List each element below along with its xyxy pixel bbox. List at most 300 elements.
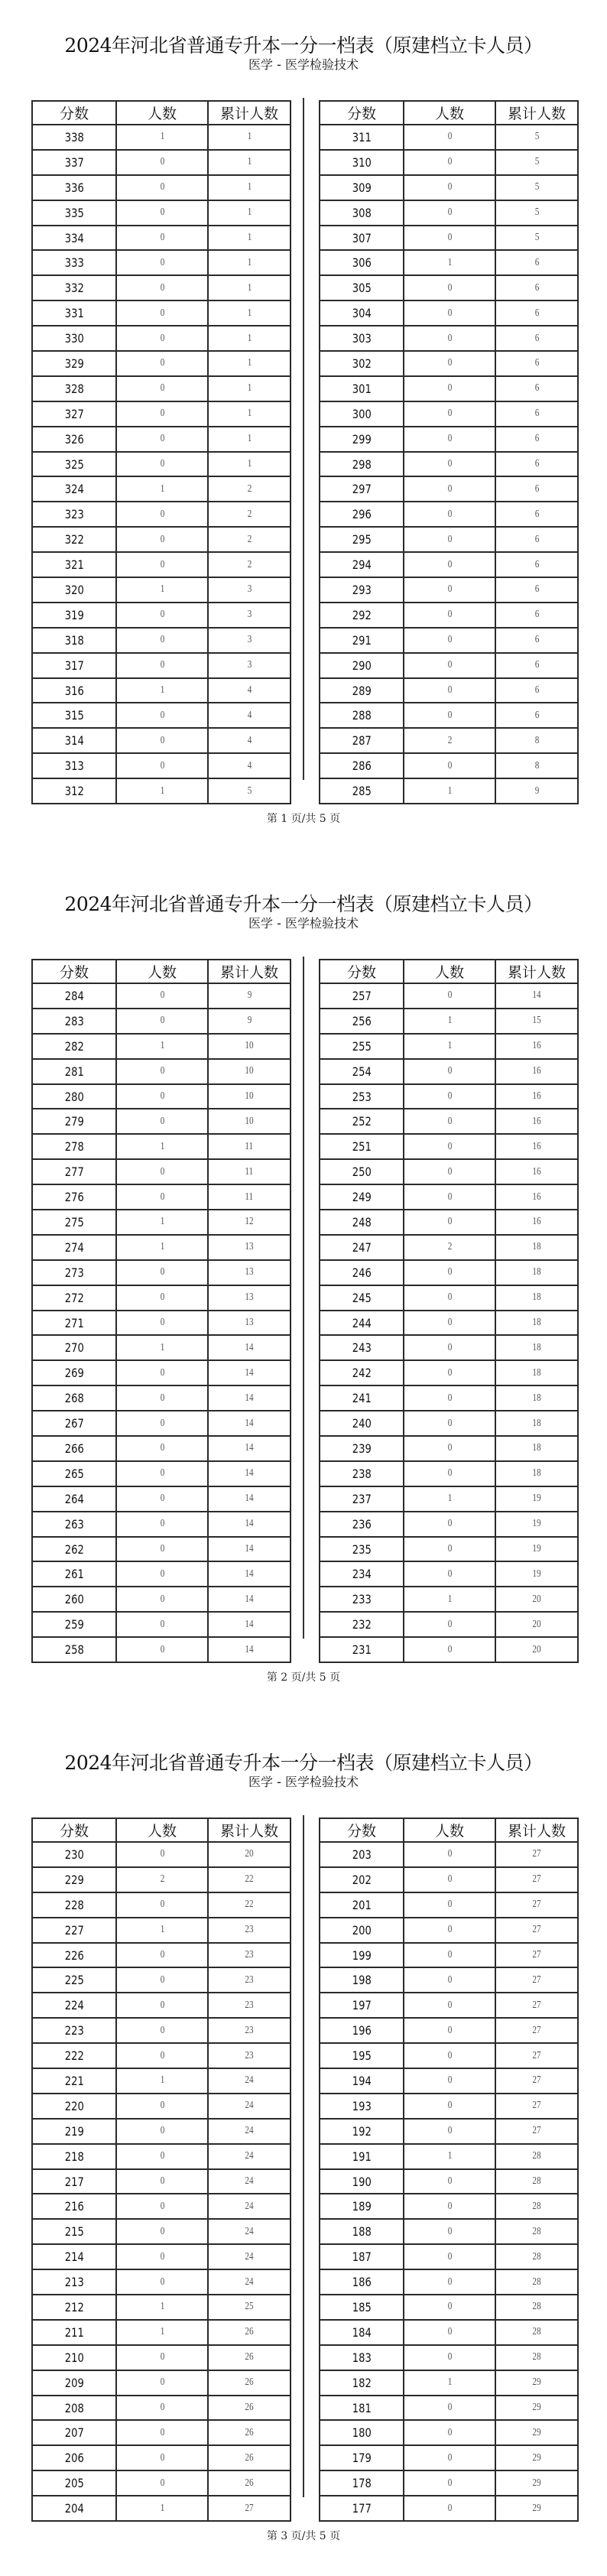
- cell-cumulative: [208, 703, 291, 728]
- cell-score: [32, 300, 116, 326]
- cell-score: [320, 1943, 404, 1968]
- cumulative-value: 28: [532, 2225, 541, 2237]
- score-value: 273: [64, 1265, 84, 1280]
- score-value: 306: [352, 255, 372, 271]
- score-value: 263: [64, 1516, 84, 1532]
- table-row: [32, 1637, 291, 1662]
- table-row: [320, 1360, 578, 1385]
- cell-score: [32, 1892, 116, 1918]
- cell-score: [320, 401, 404, 427]
- cell-count: [116, 2370, 208, 2396]
- cumulative-value: 6: [534, 659, 539, 671]
- cumulative-value: 24: [245, 2276, 254, 2288]
- cumulative-value: 14: [245, 1442, 254, 1454]
- cumulative-value: 26: [245, 2326, 254, 2338]
- page-number-footer: 第 3 页/共 5 页: [266, 2530, 341, 2542]
- count-value: 0: [160, 2175, 164, 2188]
- count-value: 0: [447, 2477, 452, 2489]
- cumulative-value: 29: [532, 2451, 541, 2464]
- cell-cumulative: [208, 778, 291, 804]
- cell-score: [32, 1260, 116, 1285]
- cell-count: [404, 1842, 495, 1867]
- count-value: 0: [447, 684, 452, 697]
- cell-count: [404, 603, 495, 628]
- count-value: 0: [447, 989, 452, 1002]
- cell-score: [320, 2320, 404, 2345]
- table-row: [32, 1059, 291, 1084]
- table-row: [320, 1134, 578, 1159]
- cell-score: [32, 2119, 116, 2144]
- table-row: [320, 1587, 578, 1612]
- cell-score: [320, 1993, 404, 2018]
- cumulative-value: 24: [245, 2250, 254, 2263]
- cumulative-value: 5: [534, 131, 539, 143]
- table-row: [320, 2295, 578, 2320]
- cell-cumulative: [495, 653, 578, 678]
- score-value: 213: [64, 2275, 84, 2290]
- table-row: [32, 2068, 291, 2094]
- cell-cumulative: [495, 2169, 578, 2194]
- cell-cumulative: [495, 1993, 578, 2018]
- cell-count: [404, 753, 495, 778]
- cell-cumulative: [208, 376, 291, 401]
- cell-score: [320, 1637, 404, 1662]
- cell-score: [32, 1285, 116, 1311]
- cell-score: [320, 2269, 404, 2295]
- score-value: 265: [64, 1466, 84, 1481]
- score-value: 285: [352, 784, 372, 799]
- table-row: [32, 1084, 291, 1109]
- cell-score: [320, 1109, 404, 1134]
- column-header-cumulative: 累计人数: [495, 101, 578, 125]
- cumulative-value: 29: [532, 2402, 541, 2414]
- cell-score: [32, 1360, 116, 1385]
- cell-cumulative: [208, 1311, 291, 1336]
- cell-count: [116, 1235, 208, 1260]
- count-value: 0: [447, 232, 452, 243]
- score-value: 231: [352, 1642, 372, 1658]
- table-row: [32, 175, 291, 200]
- count-value: 0: [447, 1140, 452, 1152]
- table-row: [320, 1637, 578, 1662]
- cumulative-value: 16: [532, 1216, 541, 1228]
- count-value: 0: [447, 1065, 452, 1077]
- cumulative-value: 24: [245, 2200, 254, 2212]
- cumulative-value: 6: [534, 558, 539, 570]
- cell-count: [404, 351, 495, 376]
- score-value: 235: [352, 1541, 372, 1557]
- cell-count: [404, 1184, 495, 1210]
- cell-score: [320, 300, 404, 326]
- cell-count: [404, 125, 495, 150]
- score-value: 259: [64, 1617, 84, 1632]
- cell-score: [32, 2068, 116, 2094]
- count-value: 0: [447, 131, 452, 143]
- score-value: 241: [352, 1391, 372, 1406]
- score-value: 279: [64, 1114, 84, 1129]
- score-value: 253: [352, 1089, 372, 1104]
- cumulative-value: 1: [247, 181, 252, 193]
- cell-score: [32, 983, 116, 1009]
- score-value: 181: [352, 2400, 372, 2415]
- cell-score: [320, 2420, 404, 2445]
- score-value: 328: [64, 381, 84, 396]
- score-value: 315: [64, 708, 84, 723]
- score-value: 233: [352, 1592, 372, 1607]
- score-value: 283: [64, 1013, 84, 1028]
- cell-cumulative: [495, 2094, 578, 2119]
- cell-cumulative: [208, 527, 291, 552]
- cumulative-value: 10: [245, 1115, 254, 1127]
- cumulative-value: 28: [532, 2200, 541, 2212]
- cell-count: [116, 1210, 208, 1235]
- column-header-cumulative: 累计人数: [208, 960, 291, 983]
- table-row: [32, 1034, 291, 1059]
- count-value: 0: [160, 709, 164, 721]
- cell-cumulative: [495, 300, 578, 326]
- cell-count: [404, 1210, 495, 1235]
- cumulative-value: 28: [532, 2301, 541, 2313]
- table-row: [320, 226, 578, 251]
- count-value: 0: [447, 1567, 452, 1580]
- score-value: 202: [352, 1872, 372, 1887]
- count-value: 0: [160, 634, 164, 646]
- cell-score: [32, 175, 116, 200]
- score-value: 236: [352, 1516, 372, 1532]
- cell-cumulative: [208, 1612, 291, 1637]
- score-value: 334: [64, 230, 84, 245]
- cumulative-value: 15: [532, 1015, 541, 1027]
- cumulative-value: 6: [534, 609, 539, 621]
- cell-score: [320, 2470, 404, 2496]
- cell-cumulative: [208, 1993, 291, 2018]
- table-row: [32, 1943, 291, 1968]
- score-value: 324: [64, 482, 84, 497]
- table-row: [32, 1385, 291, 1411]
- count-value: 0: [160, 1165, 164, 1178]
- table-row: [320, 351, 578, 376]
- score-value: 281: [64, 1064, 84, 1079]
- cumulative-value: 26: [245, 2477, 254, 2489]
- cumulative-value: 1: [247, 408, 252, 420]
- cumulative-value: 18: [532, 1442, 541, 1454]
- count-value: 0: [447, 408, 452, 420]
- cell-count: [404, 226, 495, 251]
- score-value: 310: [352, 154, 372, 170]
- cell-cumulative: [208, 326, 291, 351]
- cell-count: [116, 275, 208, 300]
- cell-score: [320, 2295, 404, 2320]
- cell-cumulative: [495, 476, 578, 502]
- cell-cumulative: [495, 1411, 578, 1436]
- cell-cumulative: [495, 1285, 578, 1311]
- count-value: 1: [447, 1015, 452, 1027]
- score-value: 191: [352, 2149, 372, 2164]
- table-row: [320, 2144, 578, 2169]
- cell-score: [32, 1993, 116, 2018]
- cell-count: [116, 1134, 208, 1159]
- score-value: 309: [352, 180, 372, 195]
- score-value: 220: [64, 2098, 84, 2113]
- cumulative-value: 25: [245, 2301, 254, 2313]
- cell-count: [404, 1235, 495, 1260]
- table-row: [320, 2219, 578, 2244]
- cell-count: [116, 1943, 208, 1968]
- score-value: 229: [64, 1872, 84, 1887]
- count-value: 0: [447, 307, 452, 319]
- score-value: 332: [64, 281, 84, 296]
- score-value: 282: [64, 1038, 84, 1054]
- table-row: [320, 1311, 578, 1336]
- cell-score: [32, 2370, 116, 2396]
- score-value: 211: [64, 2324, 84, 2340]
- score-value: 197: [352, 1998, 372, 2013]
- count-value: 0: [160, 659, 164, 671]
- cell-cumulative: [208, 2068, 291, 2094]
- cell-cumulative: [208, 1411, 291, 1436]
- cell-score: [320, 1159, 404, 1184]
- count-value: 0: [160, 1065, 164, 1077]
- cell-cumulative: [208, 728, 291, 753]
- count-value: 0: [160, 1115, 164, 1127]
- table-row: [32, 2420, 291, 2445]
- cell-cumulative: [208, 2144, 291, 2169]
- table-row: [320, 476, 578, 502]
- cell-score: [320, 2169, 404, 2194]
- table-row: [320, 603, 578, 628]
- table-row: [32, 2470, 291, 2496]
- cell-cumulative: [208, 1385, 291, 1411]
- cell-count: [404, 1918, 495, 1943]
- cumulative-value: 8: [534, 734, 539, 746]
- cell-cumulative: [495, 2370, 578, 2396]
- score-value: 194: [352, 2073, 372, 2088]
- cell-score: [32, 2345, 116, 2370]
- score-value: 293: [352, 582, 372, 597]
- cell-score: [32, 1109, 116, 1134]
- score-value: 215: [64, 2224, 84, 2240]
- score-value: 204: [64, 2501, 84, 2516]
- cumulative-value: 6: [534, 332, 539, 344]
- count-value: 0: [447, 458, 452, 470]
- table-row: [320, 577, 578, 603]
- table-row: [32, 653, 291, 678]
- table-row: [320, 1943, 578, 1968]
- cell-cumulative: [208, 1084, 291, 1109]
- cell-cumulative: [495, 1943, 578, 1968]
- cumulative-value: 1: [247, 256, 252, 268]
- cell-score: [320, 2244, 404, 2269]
- cell-cumulative: [495, 250, 578, 275]
- cell-score: [320, 1235, 404, 1260]
- count-value: 0: [447, 2074, 452, 2087]
- table-row: [320, 175, 578, 200]
- table-row: [320, 2396, 578, 2421]
- cumulative-value: 2: [247, 533, 252, 545]
- count-value: 0: [447, 357, 452, 369]
- cell-cumulative: [208, 1335, 291, 1360]
- cumulative-value: 16: [532, 1191, 541, 1203]
- cell-score: [320, 275, 404, 300]
- score-value: 311: [352, 129, 372, 145]
- count-value: 0: [447, 634, 452, 646]
- cell-count: [116, 527, 208, 552]
- cell-score: [320, 753, 404, 778]
- count-value: 0: [160, 433, 164, 445]
- score-value: 207: [64, 2425, 84, 2441]
- score-value: 182: [352, 2375, 372, 2390]
- score-value: 184: [352, 2324, 372, 2340]
- table-row: [32, 250, 291, 275]
- cell-count: [116, 1285, 208, 1311]
- cell-score: [32, 2496, 116, 2521]
- cumulative-value: 6: [534, 482, 539, 495]
- cumulative-value: 10: [245, 1040, 254, 1052]
- cell-cumulative: [208, 2119, 291, 2144]
- cell-count: [404, 1285, 495, 1311]
- cell-score: [320, 200, 404, 226]
- score-value: 276: [64, 1190, 84, 1205]
- cell-score: [320, 1918, 404, 1943]
- cell-count: [116, 1335, 208, 1360]
- score-value: 186: [352, 2275, 372, 2290]
- table-row: [32, 401, 291, 427]
- table-row: [32, 1285, 291, 1311]
- count-value: 0: [447, 2049, 452, 2061]
- cell-count: [116, 1587, 208, 1612]
- cell-score: [32, 1009, 116, 1034]
- cell-count: [404, 2144, 495, 2169]
- table-row: [32, 1612, 291, 1637]
- cumulative-value: 6: [534, 382, 539, 395]
- cell-cumulative: [495, 125, 578, 150]
- column-header-cumulative: 累计人数: [495, 960, 578, 983]
- cumulative-value: 26: [245, 2351, 254, 2363]
- score-value: 317: [64, 658, 84, 673]
- count-value: 0: [160, 1543, 164, 1555]
- cumulative-value: 6: [534, 508, 539, 520]
- count-value: 0: [160, 734, 164, 746]
- cell-cumulative: [208, 983, 291, 1009]
- cell-score: [320, 125, 404, 150]
- table-row: [32, 577, 291, 603]
- cell-count: [116, 2420, 208, 2445]
- cumulative-value: 23: [245, 1999, 254, 2011]
- cell-score: [320, 226, 404, 251]
- cell-count: [116, 502, 208, 527]
- count-value: 0: [160, 2100, 164, 2112]
- table-row: [320, 1512, 578, 1537]
- cell-score: [32, 376, 116, 401]
- count-value: 0: [447, 2200, 452, 2212]
- cumulative-value: 20: [532, 1618, 541, 1630]
- cell-count: [116, 300, 208, 326]
- cell-cumulative: [495, 1360, 578, 1385]
- cell-count: [116, 1486, 208, 1512]
- cell-score: [32, 1967, 116, 1993]
- score-value: 245: [352, 1290, 372, 1305]
- cell-count: [404, 552, 495, 577]
- score-value: 280: [64, 1089, 84, 1104]
- cell-score: [32, 2420, 116, 2445]
- score-value: 178: [352, 2476, 372, 2491]
- cell-score: [32, 2244, 116, 2269]
- cumulative-value: 28: [532, 2276, 541, 2288]
- cumulative-value: 5: [534, 181, 539, 193]
- cell-score: [32, 250, 116, 275]
- cell-score: [320, 552, 404, 577]
- score-value: 228: [64, 1897, 84, 1912]
- table-row: [320, 2445, 578, 2470]
- cell-count: [116, 2470, 208, 2496]
- cell-count: [404, 2420, 495, 2445]
- cell-score: [320, 1335, 404, 1360]
- count-value: 0: [447, 181, 452, 193]
- cell-cumulative: [495, 2219, 578, 2244]
- score-value: 288: [352, 708, 372, 723]
- score-value: 201: [352, 1897, 372, 1912]
- cumulative-value: 14: [245, 1392, 254, 1404]
- table-row: [32, 1109, 291, 1134]
- count-value: 0: [160, 1518, 164, 1530]
- cell-count: [404, 728, 495, 753]
- score-value: 244: [352, 1315, 372, 1330]
- cell-score: [320, 476, 404, 502]
- cell-cumulative: [495, 1034, 578, 1059]
- table-row: [32, 1009, 291, 1034]
- score-value: 190: [352, 2174, 372, 2189]
- cumulative-value: 6: [534, 533, 539, 545]
- count-value: 0: [447, 2451, 452, 2464]
- cumulative-value: 5: [247, 784, 252, 797]
- cell-score: [32, 1537, 116, 1562]
- cell-cumulative: [495, 2345, 578, 2370]
- cell-cumulative: [495, 1385, 578, 1411]
- cell-count: [404, 678, 495, 703]
- cell-score: [320, 427, 404, 452]
- table-row: [320, 300, 578, 326]
- cell-score: [32, 678, 116, 703]
- cumulative-value: 14: [245, 1643, 254, 1655]
- cell-cumulative: [208, 401, 291, 427]
- page-subtitle: 医学 - 医学检验技术: [248, 57, 359, 72]
- cell-score: [32, 1411, 116, 1436]
- cell-cumulative: [495, 175, 578, 200]
- cell-count: [404, 577, 495, 603]
- score-value: 275: [64, 1214, 84, 1230]
- cell-cumulative: [495, 603, 578, 628]
- cell-score: [320, 1892, 404, 1918]
- cumulative-value: 24: [245, 2225, 254, 2237]
- cumulative-value: 19: [532, 1567, 541, 1580]
- table-row: [320, 1967, 578, 1993]
- table-row: [32, 1842, 291, 1867]
- cell-cumulative: [495, 1967, 578, 1993]
- score-value: 206: [64, 2451, 84, 2466]
- cell-cumulative: [208, 2269, 291, 2295]
- cumulative-value: 6: [534, 281, 539, 294]
- cumulative-value: 14: [245, 1593, 254, 1605]
- cell-score: [32, 577, 116, 603]
- score-value: 232: [352, 1617, 372, 1632]
- cell-count: [404, 1993, 495, 2018]
- cumulative-value: 9: [534, 784, 539, 797]
- cell-count: [404, 1512, 495, 1537]
- cell-count: [404, 628, 495, 653]
- count-value: 1: [160, 1216, 164, 1228]
- cell-count: [116, 1537, 208, 1562]
- table-row: [32, 753, 291, 778]
